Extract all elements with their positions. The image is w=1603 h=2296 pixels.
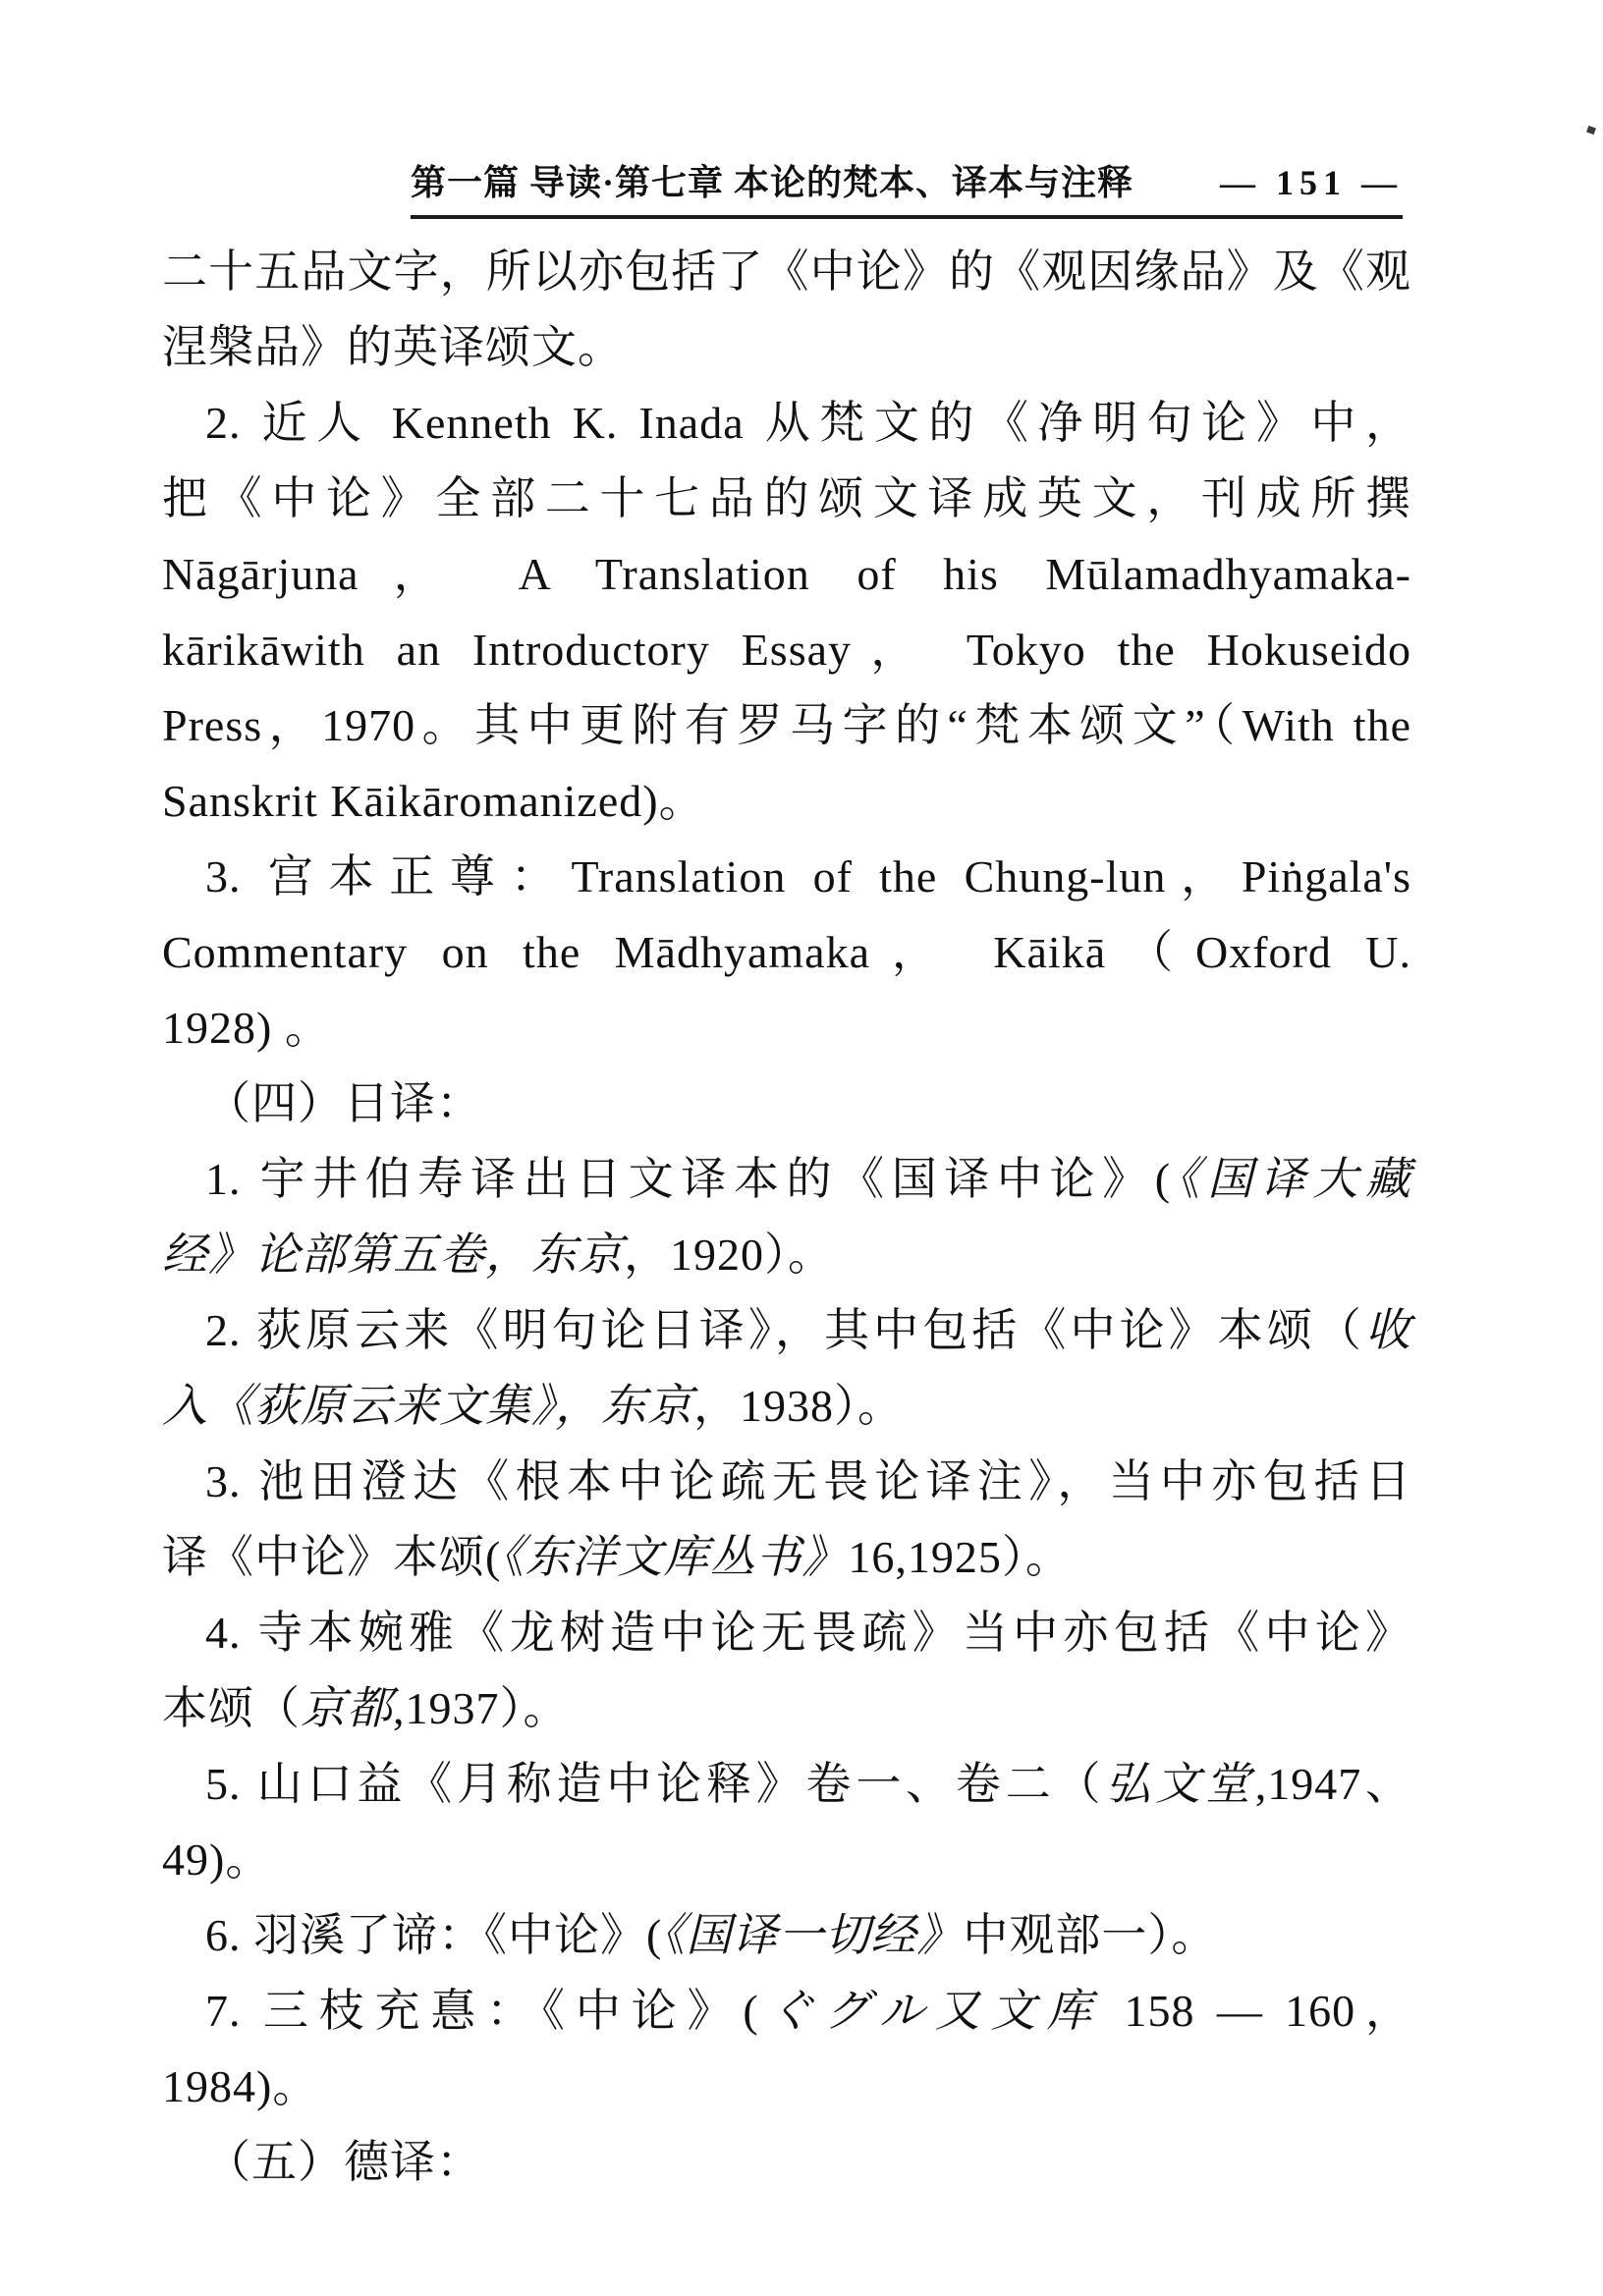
header-page-number: — 151 — (1220, 163, 1403, 202)
kai-text-segment: 《国译大藏 (1171, 1154, 1412, 1204)
text-line (162, 990, 1411, 1066)
kai-text-segment: ぐグル又文库 (758, 1986, 1103, 2036)
text-segment: 把《中论》全部二十七品的颂文译成英文，刊成所撰 (162, 473, 1411, 523)
text-segment: 1984)。 (162, 2061, 319, 2111)
text-segment: 3. 池田澄达《根本中论疏无畏论译注》，当中亦包括日 (205, 1456, 1411, 1506)
header-chapter-title: 第一篇 导读·第七章 本论的梵本、译本与注释 (411, 163, 1134, 202)
text-line (162, 1217, 1411, 1292)
text-segment: 本颂（ (162, 1683, 301, 1733)
kai-text-segment: 入《荻原云来文集》，东京 (162, 1381, 693, 1431)
text-line (162, 309, 1411, 385)
text-line (162, 1292, 1411, 1368)
text-segment: 中观部一）。 (963, 1910, 1218, 1960)
text-segment: 158 — 160， (1102, 1986, 1412, 2036)
text-segment: 4. 寺本婉雅《龙树造中论无畏疏》当中亦包括《中论》 (205, 1608, 1411, 1658)
text-segment: Commentary on the Mādhyamaka， Kāikā（Oxford U. (162, 927, 1411, 977)
text-segment: ，1920）。 (624, 1230, 834, 1280)
text-line (162, 536, 1411, 612)
text-line (162, 1066, 1411, 1141)
text-segment: ，1938）。 (693, 1381, 904, 1431)
text-segment: （四）日译： (205, 1078, 482, 1128)
text-line (162, 914, 1411, 990)
text-line (162, 1897, 1411, 1973)
kai-text-segment: 《东洋文库丛书》 (501, 1532, 849, 1582)
text-segment: 6. 羽溪了谛：《中论》( (205, 1910, 663, 1960)
text-segment: 涅槃品》的英译颂文。 (162, 322, 624, 372)
text-segment: 7. 三枝充惪：《中论》( (205, 1986, 759, 2036)
text-line (162, 687, 1411, 763)
text-line (162, 763, 1411, 839)
kai-text-segment: 收 (1365, 1305, 1411, 1355)
text-segment: 译《中论》本颂( (162, 1532, 502, 1582)
text-segment: 2. 近人 Kenneth K. Inada 从梵文的《净明句论》中， (205, 398, 1411, 448)
text-line (162, 1368, 1411, 1444)
text-segment: （五）德译： (205, 2137, 482, 2187)
text-line (162, 1822, 1411, 1897)
text-segment: 二十五品文字，所以亦包括了《中论》的《观因缘品》及《观 (162, 246, 1411, 297)
text-segment: kārikāwith an Introductory Essay， Tokyo the Hokuseido (162, 625, 1411, 675)
text-segment: ,1937）。 (393, 1683, 570, 1733)
text-line (162, 1444, 1411, 1519)
kai-text-segment: 经》论部第五卷，东京 (162, 1230, 624, 1280)
text-segment: 3. 宫本正尊：Translation of the Chung-lun，Piṅgala's (205, 851, 1411, 902)
text-segment: 1. 宇井伯寿译出日文译本的《国译中论》( (205, 1154, 1172, 1204)
page-header (411, 155, 1403, 219)
text-segment: 1928) 。 (162, 1003, 331, 1053)
kai-text-segment: 弘文堂 (1105, 1759, 1255, 1809)
text-line (162, 1519, 1411, 1595)
text-segment: ,1947、 (1254, 1759, 1412, 1809)
text-line (162, 839, 1411, 914)
text-line (162, 2049, 1411, 2124)
text-line (162, 2124, 1411, 2200)
body-text (162, 234, 1411, 2200)
text-line (162, 612, 1411, 687)
kai-text-segment: 京都 (301, 1683, 393, 1733)
text-segment: Press，1970。其中更附有罗马字的“梵本颂文”（With the (162, 700, 1411, 750)
scan-speck-mark (1586, 126, 1596, 135)
text-line (162, 1670, 1411, 1746)
kai-text-segment: 《国译一切经》 (662, 1910, 964, 1960)
text-segment: 2. 荻原云来《明句论日译》，其中包括《中论》本颂（ (205, 1305, 1365, 1355)
text-segment: 5. 山口益《月称造中论释》卷一、卷二（ (205, 1759, 1106, 1809)
text-segment: 16,1925）。 (848, 1532, 1072, 1582)
text-line (162, 1746, 1411, 1822)
text-line (162, 1973, 1411, 2049)
text-line (162, 1141, 1411, 1217)
text-line (162, 461, 1411, 536)
text-segment: 49)。 (162, 1834, 272, 1885)
text-line (162, 234, 1411, 309)
text-line (162, 385, 1411, 461)
text-line (162, 1595, 1411, 1670)
text-segment: Sanskrit Kāikāromanized)。 (162, 776, 705, 826)
text-segment: Nāgārjuna， A Translation of his Mūlamadhyamaka- (162, 549, 1411, 599)
